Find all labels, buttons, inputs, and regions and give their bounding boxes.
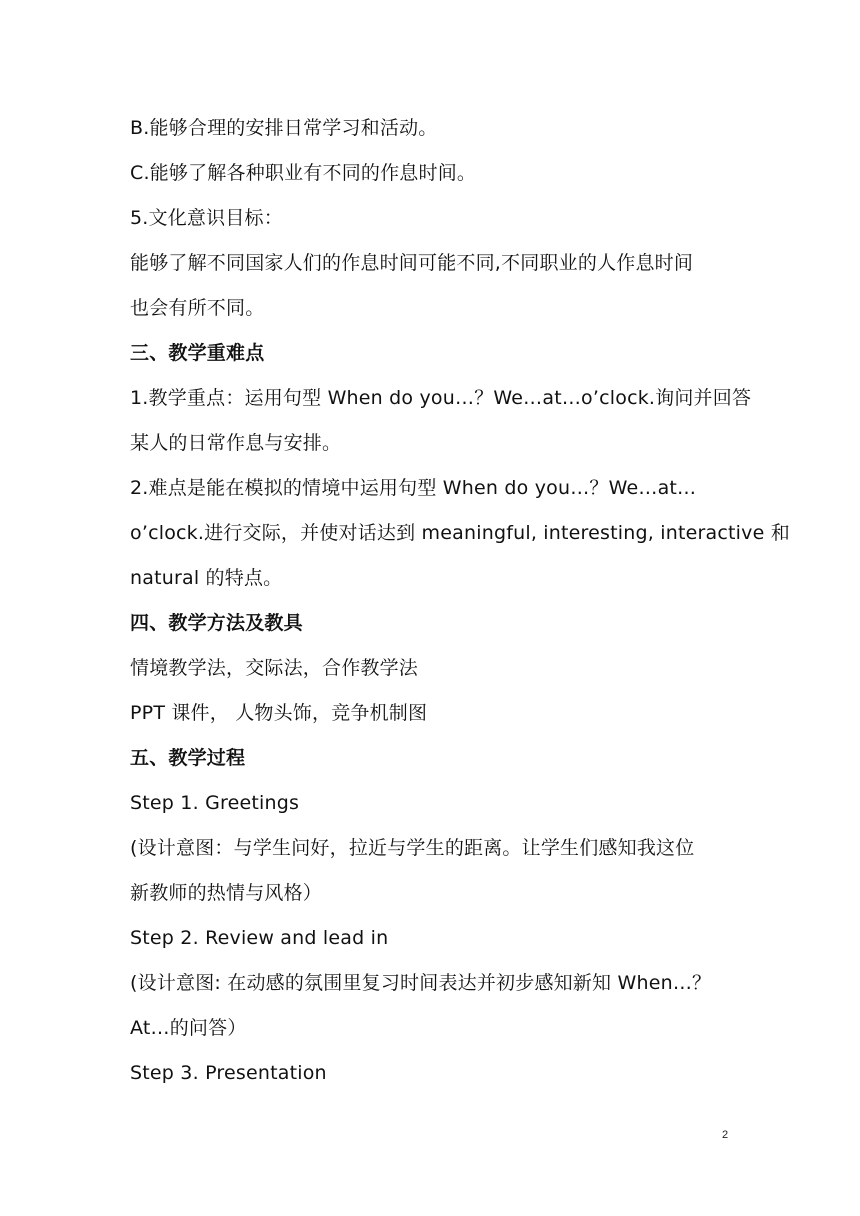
- cultural-goal-text-2: 也会有所不同。: [130, 297, 265, 319]
- teaching-focus-text-2: 某人的日常作息与安排。: [130, 432, 342, 454]
- objective-b: B.能够合理的安排日常学习和活动。: [130, 117, 438, 139]
- objective-c: C.能够了解各种职业有不同的作息时间。: [130, 162, 477, 184]
- cultural-goal-text-1: 能够了解不同国家人们的作息时间可能不同,不同职业的人作息时间: [130, 252, 694, 274]
- cultural-goal-title: 5.文化意识目标：: [130, 207, 283, 229]
- step-2-title: Step 2. Review and lead in: [130, 927, 389, 949]
- step-2-intent-1: (设计意图: 在动感的氛围里复习时间表达并初步感知新知 When…？: [130, 972, 712, 994]
- section-heading-key-difficult-points: 三、教学重难点: [130, 342, 265, 364]
- step-1-intent-2: 新教师的热情与风格）: [130, 882, 323, 904]
- step-3-title: Step 3. Presentation: [130, 1062, 327, 1084]
- difficulty-text-3: natural 的特点。: [130, 567, 283, 589]
- teaching-tools: PPT 课件， 人物头饰，竞争机制图: [130, 702, 428, 724]
- page-number: 2: [722, 1129, 729, 1141]
- step-1-intent-1: (设计意图：与学生问好，拉近与学生的距离。让学生们感知我这位: [130, 837, 695, 859]
- teaching-methods: 情境教学法，交际法，合作教学法: [130, 657, 419, 679]
- teaching-focus-text-1: 1.教学重点：运用句型 When do you…？We…at…o’clock.询问并回答: [130, 387, 752, 409]
- difficulty-text-1: 2.难点是能在模拟的情境中运用句型 When do you…？We…at…: [130, 477, 697, 499]
- section-heading-teaching-process: 五、教学过程: [130, 747, 246, 769]
- step-1-title: Step 1. Greetings: [130, 792, 300, 814]
- difficulty-text-2: o’clock.进行交际，并使对话达到 meaningful, interesting, interactive 和: [130, 522, 790, 544]
- section-heading-methods-tools: 四、教学方法及教具: [130, 612, 303, 634]
- step-2-intent-2: At…的问答）: [130, 1017, 247, 1039]
